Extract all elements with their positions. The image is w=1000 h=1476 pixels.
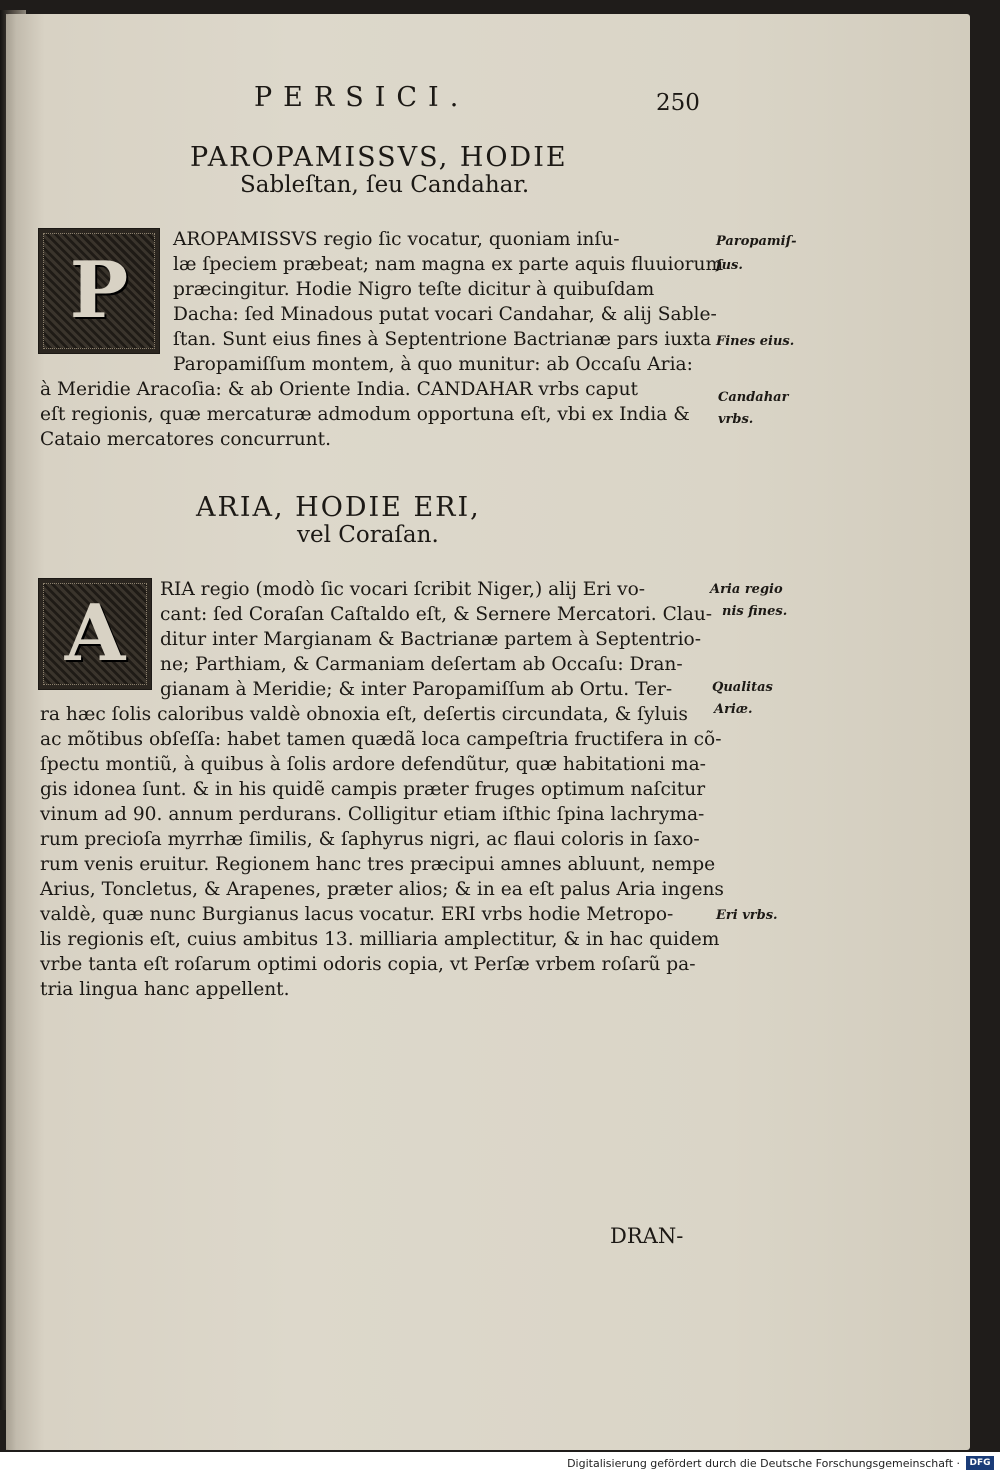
section1-line: eſt regionis, quæ mercaturæ admodum opportuna eſt, vbi ex India & (40, 404, 690, 425)
marginal-note: Fines eius. (716, 334, 795, 349)
dfg-logo: DFG (966, 1456, 994, 1470)
section2-line: vrbe tanta eſt roſarum optimi odoris copia, vt Perſæ vrbem roſarũ pa- (40, 954, 696, 975)
section2-line: ra hæc ſolis caloribus valdè obnoxia eſt, deſertis circundata, & ſyluis (40, 704, 688, 725)
section2-line: ſpectu montiũ, à quibus à ſolis ardore defendũtur, quæ habitationi ma- (40, 754, 706, 775)
marginal-note: Qualitas (712, 680, 773, 695)
section1-line: à Meridie Aracoſia: & ab Oriente India. CANDAHAR vrbs caput (40, 379, 639, 400)
section2-line: rum venis eruitur. Regionem hanc tres præcipui amnes abluunt, nempe (40, 854, 716, 875)
section2-line: tria lingua hanc appellent. (40, 979, 290, 1000)
section2-line: gis idonea ſunt. & in his quidẽ campis præter fruges optimum naſcitur (40, 779, 706, 800)
section1-subtitle: Sableſtan, ſeu Candahar. (240, 172, 530, 198)
section1-line: Cataio mercatores concurrunt. (40, 429, 332, 450)
section1-title: PAROPAMISSVS, HODIE (190, 142, 568, 173)
digitization-footer (0, 1452, 1000, 1476)
section2-line: ne; Parthiam, & Carmaniam deſertam ab Occaſu: Dran- (160, 654, 683, 675)
marginal-note: Aria regio (710, 582, 783, 597)
section1-line: ſtan. Sunt eius fines à Septentrione Bactrianæ pars iuxta (173, 329, 712, 350)
catchword: DRAN- (610, 1224, 684, 1248)
section2-line: vinum ad 90. annum perdurans. Colligitur etiam iſthic ſpina lachryma- (40, 804, 705, 825)
initial-letter: P (69, 245, 129, 336)
section2-line: ac mõtibus obſeſſa: habet tamen quædã loca campeſtria fructifera in cõ- (40, 729, 722, 750)
decorated-initial-a (38, 578, 152, 690)
marginal-note: nis fines. (722, 604, 788, 619)
section2-line: ditur inter Margianam & Bactrianæ partem à Septentrio- (160, 629, 701, 650)
section2-line: rum precioſa myrrhæ ſimilis, & ſaphyrus nigri, ac flaui coloris in ſaxo- (40, 829, 700, 850)
section2-line: valdè, quæ nunc Burgianus lacus vocatur. ERI vrbs hodie Metropo- (40, 904, 674, 925)
section2-line: gianam à Meridie; & inter Paropamiſſum ab Ortu. Ter- (160, 679, 673, 700)
section1-line: læ ſpeciem præbeat; nam magna ex parte aquis fluuiorum (173, 254, 724, 275)
section2-title: ARIA, HODIE ERI, (196, 492, 481, 523)
footer-credit: Digitalisierung gefördert durch die Deutsche Forschungsgemeinschaft · (567, 1457, 960, 1470)
section1-line: præcingitur. Hodie Nigro teſte dicitur à quibuſdam (173, 279, 655, 300)
running-head: PERSICI. (254, 82, 470, 113)
marginal-note: ſus. (716, 258, 743, 273)
section2-line: RIA regio (modò ſic vocari ſcribit Niger,) alij Eri vo- (160, 579, 646, 600)
page-gutter-shadow (6, 14, 16, 1450)
page-number: 250 (656, 90, 700, 116)
marginal-note: vrbs. (718, 412, 754, 427)
marginal-note: Ariæ. (714, 702, 753, 717)
decorated-initial-p (38, 228, 160, 354)
section2-line: lis regionis eſt, cuius ambitus 13. milliaria amplectitur, & in hac quidem (40, 929, 720, 950)
section2-subtitle: vel Coraſan. (297, 522, 439, 548)
marginal-note: Candahar (718, 390, 789, 405)
marginal-note: Eri vrbs. (716, 908, 778, 923)
section2-line: Arius, Toncletus, & Arapenes, præter alios; & in ea eſt palus Aria ingens (40, 879, 724, 900)
initial-letter: A (64, 588, 126, 679)
marginal-note: Paropamiſ- (716, 234, 797, 249)
section2-line: cant: ſed Coraſan Caſtaldo eſt, & Sernere Mercatori. Clau- (160, 604, 713, 625)
section1-line: Paropamiſſum montem, à quo munitur: ab Occaſu Aria: (173, 354, 693, 375)
section1-line: Dacha: ſed Minadous putat vocari Candahar, & alij Sable- (173, 304, 717, 325)
section1-line: AROPAMISSVS regio ſic vocatur, quoniam inſu- (173, 229, 620, 250)
